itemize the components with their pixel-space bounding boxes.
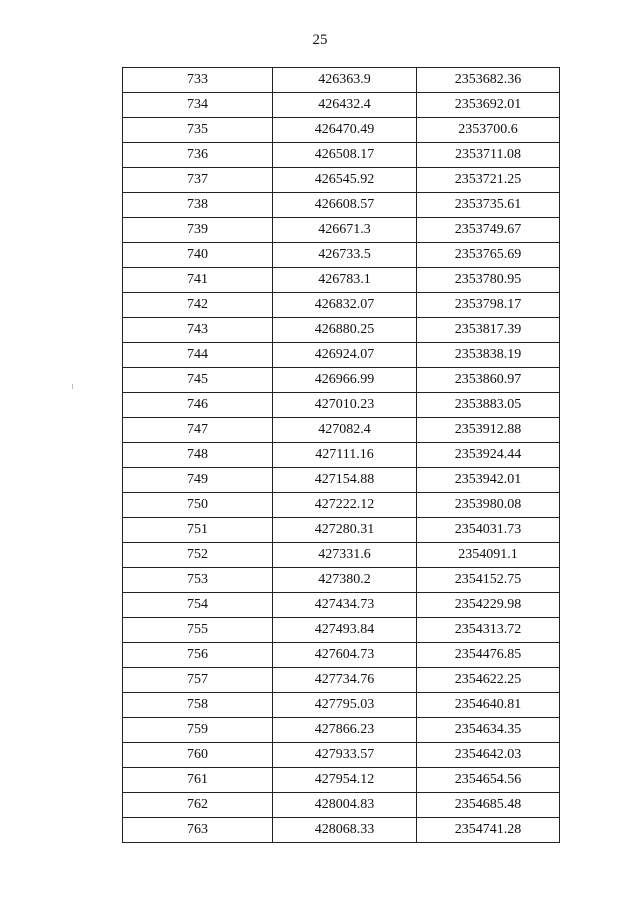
point-number-cell: 753 [123, 568, 273, 593]
x-coordinate-cell: 426545.92 [273, 168, 417, 193]
table-row [123, 743, 560, 768]
table-row [123, 243, 560, 268]
x-coordinate-cell: 426508.17 [273, 143, 417, 168]
x-coordinate-cell: 426880.25 [273, 318, 417, 343]
x-coordinate-cell: 427380.2 [273, 568, 417, 593]
table-row [123, 368, 560, 393]
table-row [123, 818, 560, 843]
y-coordinate-cell: 2353765.69 [417, 243, 560, 268]
table-row [123, 168, 560, 193]
x-coordinate-cell: 427734.76 [273, 668, 417, 693]
point-number-cell: 737 [123, 168, 273, 193]
x-coordinate-cell: 427954.12 [273, 768, 417, 793]
table-row [123, 668, 560, 693]
table-row [123, 318, 560, 343]
x-coordinate-cell: 426432.4 [273, 93, 417, 118]
point-number-cell: 758 [123, 693, 273, 718]
y-coordinate-cell: 2354634.35 [417, 718, 560, 743]
y-coordinate-cell: 2354622.25 [417, 668, 560, 693]
point-number-cell: 754 [123, 593, 273, 618]
point-number-cell: 750 [123, 493, 273, 518]
table-row [123, 418, 560, 443]
point-number-cell: 748 [123, 443, 273, 468]
point-number-cell: 747 [123, 418, 273, 443]
y-coordinate-cell: 2354091.1 [417, 543, 560, 568]
y-coordinate-cell: 2353749.67 [417, 218, 560, 243]
y-coordinate-cell: 2354642.03 [417, 743, 560, 768]
point-number-cell: 734 [123, 93, 273, 118]
x-coordinate-cell: 428004.83 [273, 793, 417, 818]
point-number-cell: 739 [123, 218, 273, 243]
x-coordinate-cell: 427222.12 [273, 493, 417, 518]
y-coordinate-cell: 2354229.98 [417, 593, 560, 618]
y-coordinate-cell: 2353682.36 [417, 68, 560, 93]
x-coordinate-cell: 427493.84 [273, 618, 417, 643]
point-number-cell: 740 [123, 243, 273, 268]
y-coordinate-cell: 2353711.08 [417, 143, 560, 168]
x-coordinate-cell: 427111.16 [273, 443, 417, 468]
x-coordinate-cell: 426966.99 [273, 368, 417, 393]
table-row [123, 518, 560, 543]
x-coordinate-cell: 427154.88 [273, 468, 417, 493]
point-number-cell: 733 [123, 68, 273, 93]
point-number-cell: 761 [123, 768, 273, 793]
table-row [123, 393, 560, 418]
y-coordinate-cell: 2353817.39 [417, 318, 560, 343]
x-coordinate-cell: 427010.23 [273, 393, 417, 418]
point-number-cell: 738 [123, 193, 273, 218]
y-coordinate-cell: 2353798.17 [417, 293, 560, 318]
y-coordinate-cell: 2353692.01 [417, 93, 560, 118]
x-coordinate-cell: 427082.4 [273, 418, 417, 443]
x-coordinate-cell: 426924.07 [273, 343, 417, 368]
x-coordinate-cell: 427331.6 [273, 543, 417, 568]
x-coordinate-cell: 427933.57 [273, 743, 417, 768]
table-row [123, 618, 560, 643]
table-row [123, 118, 560, 143]
point-number-cell: 736 [123, 143, 273, 168]
point-number-cell: 763 [123, 818, 273, 843]
y-coordinate-cell: 2354031.73 [417, 518, 560, 543]
y-coordinate-cell: 2353721.25 [417, 168, 560, 193]
table-row [123, 143, 560, 168]
coordinates-table [122, 67, 560, 843]
y-coordinate-cell: 2354654.56 [417, 768, 560, 793]
table-row [123, 568, 560, 593]
y-coordinate-cell: 2354313.72 [417, 618, 560, 643]
table-row [123, 718, 560, 743]
y-coordinate-cell: 2354741.28 [417, 818, 560, 843]
point-number-cell: 749 [123, 468, 273, 493]
y-coordinate-cell: 2353735.61 [417, 193, 560, 218]
table-row [123, 68, 560, 93]
x-coordinate-cell: 426733.5 [273, 243, 417, 268]
x-coordinate-cell: 426671.3 [273, 218, 417, 243]
point-number-cell: 756 [123, 643, 273, 668]
table-row [123, 218, 560, 243]
table-row [123, 493, 560, 518]
y-coordinate-cell: 2353780.95 [417, 268, 560, 293]
y-coordinate-cell: 2353924.44 [417, 443, 560, 468]
y-coordinate-cell: 2354640.81 [417, 693, 560, 718]
table-row [123, 268, 560, 293]
x-coordinate-cell: 427434.73 [273, 593, 417, 618]
table-row [123, 343, 560, 368]
table-body [123, 68, 560, 843]
table-row [123, 293, 560, 318]
point-number-cell: 742 [123, 293, 273, 318]
point-number-cell: 741 [123, 268, 273, 293]
table-row [123, 593, 560, 618]
point-number-cell: 762 [123, 793, 273, 818]
table-row [123, 93, 560, 118]
point-number-cell: 757 [123, 668, 273, 693]
x-coordinate-cell: 426608.57 [273, 193, 417, 218]
point-number-cell: 752 [123, 543, 273, 568]
table-row [123, 693, 560, 718]
y-coordinate-cell: 2353883.05 [417, 393, 560, 418]
y-coordinate-cell: 2353838.19 [417, 343, 560, 368]
y-coordinate-cell: 2353700.6 [417, 118, 560, 143]
point-number-cell: 751 [123, 518, 273, 543]
x-coordinate-cell: 428068.33 [273, 818, 417, 843]
x-coordinate-cell: 427866.23 [273, 718, 417, 743]
point-number-cell: 745 [123, 368, 273, 393]
y-coordinate-cell: 2353980.08 [417, 493, 560, 518]
point-number-cell: 755 [123, 618, 273, 643]
point-number-cell: 735 [123, 118, 273, 143]
y-coordinate-cell: 2354685.48 [417, 793, 560, 818]
table-row [123, 443, 560, 468]
y-coordinate-cell: 2354152.75 [417, 568, 560, 593]
y-coordinate-cell: 2353942.01 [417, 468, 560, 493]
point-number-cell: 746 [123, 393, 273, 418]
table-row [123, 193, 560, 218]
page-number: 25 [312, 32, 328, 48]
y-coordinate-cell: 2353860.97 [417, 368, 560, 393]
table-row [123, 768, 560, 793]
table-row [123, 643, 560, 668]
x-coordinate-cell: 427604.73 [273, 643, 417, 668]
x-coordinate-cell: 426470.49 [273, 118, 417, 143]
x-coordinate-cell: 426783.1 [273, 268, 417, 293]
table-row [123, 543, 560, 568]
table-row [123, 793, 560, 818]
table-row [123, 468, 560, 493]
x-coordinate-cell: 427795.03 [273, 693, 417, 718]
x-coordinate-cell: 426832.07 [273, 293, 417, 318]
y-coordinate-cell: 2354476.85 [417, 643, 560, 668]
x-coordinate-cell: 426363.9 [273, 68, 417, 93]
point-number-cell: 744 [123, 343, 273, 368]
y-coordinate-cell: 2353912.88 [417, 418, 560, 443]
x-coordinate-cell: 427280.31 [273, 518, 417, 543]
scan-artifact-mark [72, 384, 73, 389]
point-number-cell: 759 [123, 718, 273, 743]
point-number-cell: 743 [123, 318, 273, 343]
point-number-cell: 760 [123, 743, 273, 768]
